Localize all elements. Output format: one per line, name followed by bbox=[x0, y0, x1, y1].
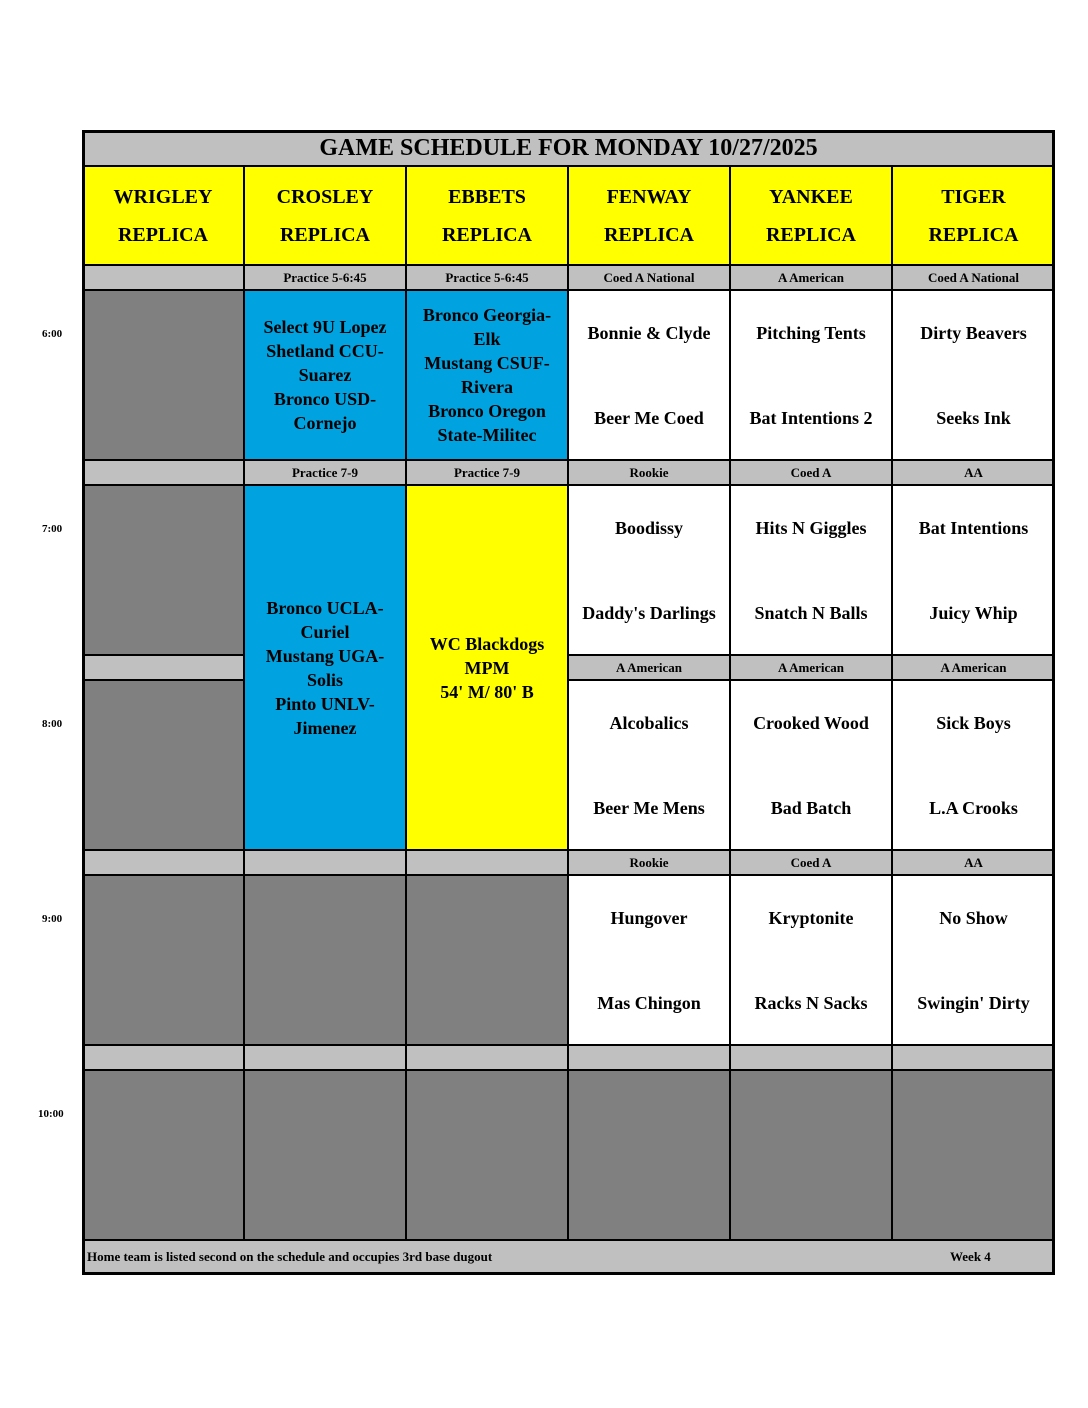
home-team: Juicy Whip bbox=[929, 603, 1018, 623]
division-label: Rookie bbox=[568, 850, 730, 875]
away-team: Alcobalics bbox=[609, 713, 689, 733]
division-label: A American bbox=[730, 265, 892, 290]
unused-slot bbox=[244, 875, 406, 1045]
home-team: L.A Crooks bbox=[929, 798, 1018, 818]
home-team: Seeks Ink bbox=[936, 408, 1011, 428]
division-label: Coed A National bbox=[892, 265, 1055, 290]
division-label-empty bbox=[244, 850, 406, 875]
time-label-9: 9:00 bbox=[42, 913, 63, 925]
practice-line: Solis bbox=[306, 669, 343, 690]
field-header-tiger bbox=[892, 166, 1055, 265]
field-name: YANKEE bbox=[769, 185, 853, 208]
practice-line: Jimenez bbox=[293, 717, 357, 738]
division-label: Practice 7-9 bbox=[406, 460, 568, 485]
game-cell bbox=[892, 875, 1055, 1045]
practice-line: Bronco UCLA- bbox=[266, 597, 384, 618]
away-team: Boodissy bbox=[614, 518, 684, 538]
game-cell bbox=[730, 290, 892, 460]
practice-line: MPM bbox=[464, 657, 510, 678]
practice-line: Mustang CSUF- bbox=[424, 353, 550, 373]
division-label: Practice 7-9 bbox=[244, 460, 406, 485]
away-team: Crooked Wood bbox=[753, 713, 869, 733]
field-header-ebbets bbox=[406, 166, 568, 265]
game-cell bbox=[892, 680, 1055, 850]
practice-block-crosley-6 bbox=[244, 290, 406, 460]
schedule-title: GAME SCHEDULE FOR MONDAY 10/27/2025 bbox=[82, 130, 1055, 166]
practice-line: Cornejo bbox=[293, 413, 357, 433]
game-cell bbox=[568, 290, 730, 460]
field-name: EBBETS bbox=[448, 185, 526, 208]
home-team: Daddy's Darlings bbox=[582, 603, 716, 623]
home-team: Mas Chingon bbox=[597, 993, 701, 1013]
field-sub: REPLICA bbox=[441, 223, 532, 246]
practice-line: State-Militec bbox=[437, 425, 537, 445]
practice-line: Bronco Oregon bbox=[428, 401, 546, 421]
field-header-crosley bbox=[244, 166, 406, 265]
practice-line: Curiel bbox=[300, 621, 350, 642]
game-cell bbox=[568, 485, 730, 655]
unused-slot bbox=[730, 1070, 892, 1240]
home-team: Racks N Sacks bbox=[754, 993, 868, 1013]
division-label: Coed A bbox=[730, 850, 892, 875]
home-team: Snatch N Balls bbox=[754, 603, 868, 623]
practice-line: Elk bbox=[473, 329, 501, 349]
practice-line: Shetland CCU- bbox=[266, 341, 384, 361]
division-label bbox=[82, 265, 244, 290]
field-name: WRIGLEY bbox=[113, 185, 213, 208]
practice-line: Pinto UNLV- bbox=[275, 693, 375, 714]
division-label bbox=[82, 460, 244, 485]
division-label: Coed A bbox=[730, 460, 892, 485]
week-label: Week 4 bbox=[950, 1249, 991, 1264]
home-team: Bad Batch bbox=[770, 798, 852, 818]
field-sub: REPLICA bbox=[765, 223, 856, 246]
footer-bar bbox=[82, 1240, 1055, 1275]
home-team: Swingin' Dirty bbox=[917, 993, 1030, 1013]
field-name: CROSLEY bbox=[276, 185, 374, 208]
practice-block-crosley-7 bbox=[244, 485, 406, 850]
division-label-empty bbox=[244, 1045, 406, 1070]
division-label: A American bbox=[730, 655, 892, 680]
division-label: Coed A National bbox=[568, 265, 730, 290]
division-label-empty bbox=[82, 655, 244, 680]
practice-block-ebbets-6 bbox=[406, 290, 568, 460]
unused-slot bbox=[82, 485, 244, 655]
away-team: Hungover bbox=[610, 908, 688, 928]
unused-slot bbox=[82, 1070, 244, 1240]
time-label-7: 7:00 bbox=[42, 523, 63, 535]
unused-slot bbox=[892, 1070, 1055, 1240]
practice-line: Rivera bbox=[461, 377, 513, 397]
division-label: Practice 5-6:45 bbox=[406, 265, 568, 290]
practice-line: Mustang UGA- bbox=[265, 645, 385, 666]
division-label: Rookie bbox=[568, 460, 730, 485]
away-team: Dirty Beavers bbox=[920, 323, 1027, 343]
division-label: A American bbox=[568, 655, 730, 680]
practice-line: 54' M/ 80' B bbox=[440, 681, 534, 702]
practice-block-ebbets-7 bbox=[406, 485, 568, 850]
field-header-fenway bbox=[568, 166, 730, 265]
field-header-yankee bbox=[730, 166, 892, 265]
unused-slot bbox=[82, 290, 244, 460]
practice-line: Bronco Georgia- bbox=[422, 305, 552, 325]
home-team: Beer Me Coed bbox=[594, 408, 704, 428]
away-team: Hits N Giggles bbox=[755, 518, 867, 538]
practice-line: Suarez bbox=[298, 365, 352, 385]
division-label: A American bbox=[892, 655, 1055, 680]
field-name: FENWAY bbox=[606, 185, 692, 208]
game-cell bbox=[568, 680, 730, 850]
game-cell bbox=[892, 290, 1055, 460]
time-label-10: 10:00 bbox=[38, 1108, 64, 1120]
home-team: Bat Intentions 2 bbox=[749, 408, 873, 428]
field-header-wrigley bbox=[82, 166, 244, 265]
division-label-empty bbox=[406, 1045, 568, 1070]
game-cell bbox=[730, 485, 892, 655]
division-label-empty bbox=[730, 1045, 892, 1070]
footer-note: Home team is listed second on the schedule and occupies 3rd base dugout bbox=[87, 1249, 493, 1264]
time-label-6: 6:00 bbox=[42, 328, 63, 340]
away-team: Sick Boys bbox=[936, 713, 1011, 733]
unused-slot bbox=[82, 875, 244, 1045]
home-team: Beer Me Mens bbox=[593, 798, 705, 818]
game-cell bbox=[730, 680, 892, 850]
schedule-table bbox=[82, 130, 1055, 1275]
division-label-empty bbox=[406, 850, 568, 875]
field-sub: REPLICA bbox=[603, 223, 694, 246]
practice-line: Bronco USD- bbox=[273, 389, 377, 409]
away-team: Pitching Tents bbox=[756, 323, 866, 343]
practice-line: Select 9U Lopez bbox=[263, 317, 387, 337]
away-team: Bonnie & Clyde bbox=[587, 323, 711, 343]
away-team: No Show bbox=[939, 908, 1008, 928]
field-sub: REPLICA bbox=[279, 223, 370, 246]
division-label-empty bbox=[892, 1045, 1055, 1070]
division-label-empty bbox=[568, 1045, 730, 1070]
game-cell bbox=[892, 485, 1055, 655]
division-label: Practice 5-6:45 bbox=[244, 265, 406, 290]
division-label: AA bbox=[892, 850, 1055, 875]
unused-slot bbox=[82, 680, 244, 850]
practice-line: WC Blackdogs bbox=[429, 633, 545, 654]
unused-slot bbox=[568, 1070, 730, 1240]
field-sub: REPLICA bbox=[117, 223, 208, 246]
time-label-8: 8:00 bbox=[42, 718, 63, 730]
away-team: Kryptonite bbox=[768, 908, 854, 928]
game-cell bbox=[568, 875, 730, 1045]
field-name: TIGER bbox=[941, 185, 1006, 208]
unused-slot bbox=[406, 875, 568, 1045]
division-label-empty bbox=[82, 850, 244, 875]
unused-slot bbox=[244, 1070, 406, 1240]
unused-slot bbox=[406, 1070, 568, 1240]
away-team: Bat Intentions bbox=[918, 518, 1029, 538]
game-cell bbox=[730, 875, 892, 1045]
division-label-empty bbox=[82, 1045, 244, 1070]
division-label: AA bbox=[892, 460, 1055, 485]
field-sub: REPLICA bbox=[928, 223, 1019, 246]
